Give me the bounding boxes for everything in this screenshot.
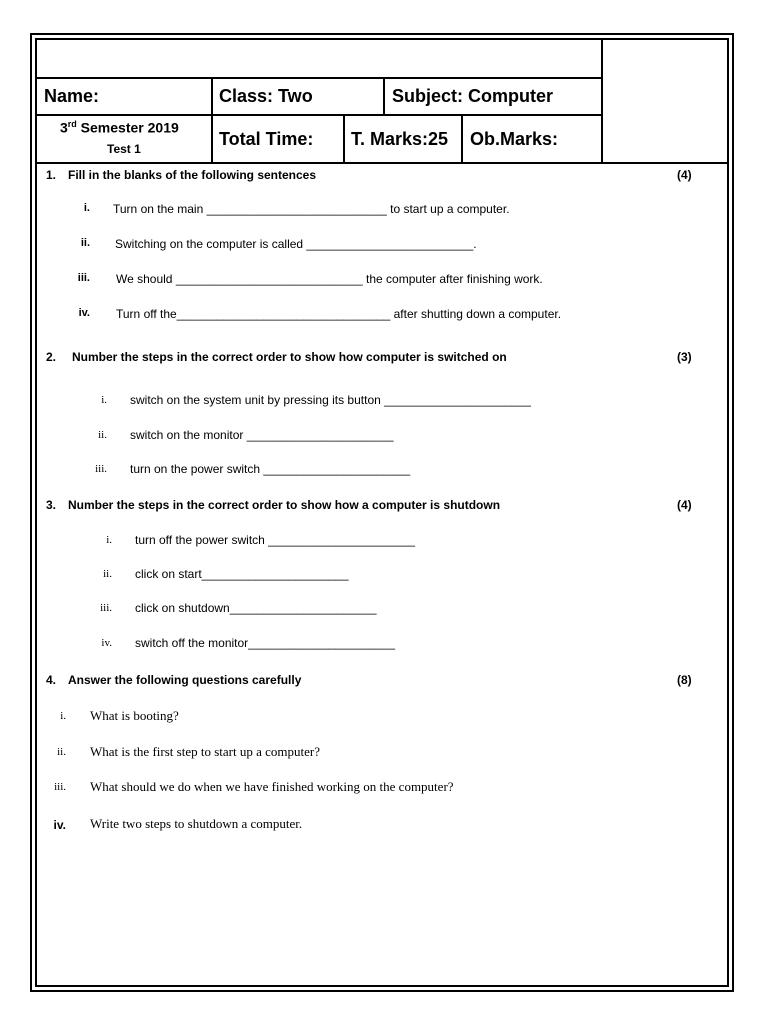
header-line-3	[37, 162, 727, 164]
q4-item-4-text: Write two steps to shutdown a computer.	[90, 816, 303, 831]
q3-item-3-num: iii.	[100, 602, 112, 614]
q1-item-3-num: iii.	[77, 272, 90, 284]
q4-number: 4.	[46, 673, 57, 687]
q4-item-4-num: iv.	[53, 818, 66, 832]
q3-item-2-num: ii.	[103, 568, 112, 580]
q4-item-3-text: What should we do when we have finished working on the computer?	[90, 779, 454, 794]
header-vline-2	[383, 77, 385, 116]
q1-item-2-num: ii.	[80, 237, 90, 249]
subject-label: Subject: Computer	[392, 86, 554, 106]
q2-item-2-text: switch on the monitor ______________________	[130, 428, 394, 442]
q1-number: 1.	[46, 168, 57, 182]
semester-suffix: Semester 2019	[76, 119, 179, 136]
q3-item-1-text: turn off the power switch ______________________	[135, 533, 416, 547]
q2-number: 2.	[46, 350, 57, 364]
q1-marks: (4)	[677, 168, 692, 182]
q1-item-4-text: Turn off the________________________________ after shutting down a computer.	[116, 307, 562, 321]
header-vline-3	[343, 114, 345, 164]
semester-prefix: 3	[60, 119, 68, 136]
q1-item-4-num: iv.	[78, 307, 90, 319]
q3-marks: (4)	[677, 498, 692, 512]
q4-title: Answer the following questions carefully	[68, 673, 302, 687]
q4-item-2-num: ii.	[57, 746, 66, 758]
q3-item-2-text: click on start______________________	[135, 567, 349, 581]
obtained-marks-label: Ob.Marks:	[470, 129, 559, 149]
q4-marks: (8)	[677, 673, 692, 687]
q1-item-1-num: i.	[83, 202, 90, 214]
q2-item-3-text: turn on the power switch ______________________	[130, 462, 411, 476]
q3-title: Number the steps in the correct order to show how a computer is shutdown	[68, 498, 501, 512]
total-marks-label: T. Marks:25	[351, 129, 449, 149]
header-line-1	[37, 77, 602, 79]
header-line-2	[37, 114, 602, 116]
q1-item-2-text: Switching on the computer is called _________________________.	[115, 237, 477, 251]
q3-item-4-num: iv.	[101, 637, 112, 649]
q1-item-1-text: Turn on the main ___________________________ to start up a computer.	[113, 202, 510, 216]
header-vline-4	[461, 114, 463, 164]
q4-item-2-text: What is the first step to start up a computer?	[90, 744, 320, 759]
q2-title: Number the steps in the correct order to show how computer is switched on	[72, 350, 507, 364]
q3-item-3-text: click on shutdown______________________	[135, 601, 377, 615]
semester-label	[60, 119, 179, 136]
q4-item-3-num: iii.	[54, 781, 66, 793]
header-vline-1	[211, 77, 213, 164]
q1-item-3-text: We should ____________________________ the computer after finishing work.	[116, 272, 543, 286]
q1-title: Fill in the blanks of the following sentences	[68, 168, 317, 182]
q2-item-1-text: switch on the system unit by pressing its button ______________________	[130, 393, 531, 407]
q3-item-4-text: switch off the monitor______________________	[135, 636, 395, 650]
test-label: Test 1	[107, 142, 141, 156]
q3-number: 3.	[46, 498, 57, 512]
q2-item-2-num: ii.	[98, 429, 107, 441]
q4-item-1-num: i.	[60, 710, 66, 722]
q2-item-3-num: iii.	[95, 463, 107, 475]
semester-sup: rd	[67, 119, 77, 129]
q2-marks: (3)	[677, 350, 692, 364]
total-time-label: Total Time:	[219, 129, 314, 149]
header-vline-right	[601, 40, 603, 164]
q4-item-1-text: What is booting?	[90, 708, 179, 723]
q3-item-1-num: i.	[106, 534, 112, 546]
name-label: Name:	[44, 86, 100, 106]
class-label: Class: Two	[219, 86, 313, 106]
q2-item-1-num: i.	[101, 394, 107, 406]
